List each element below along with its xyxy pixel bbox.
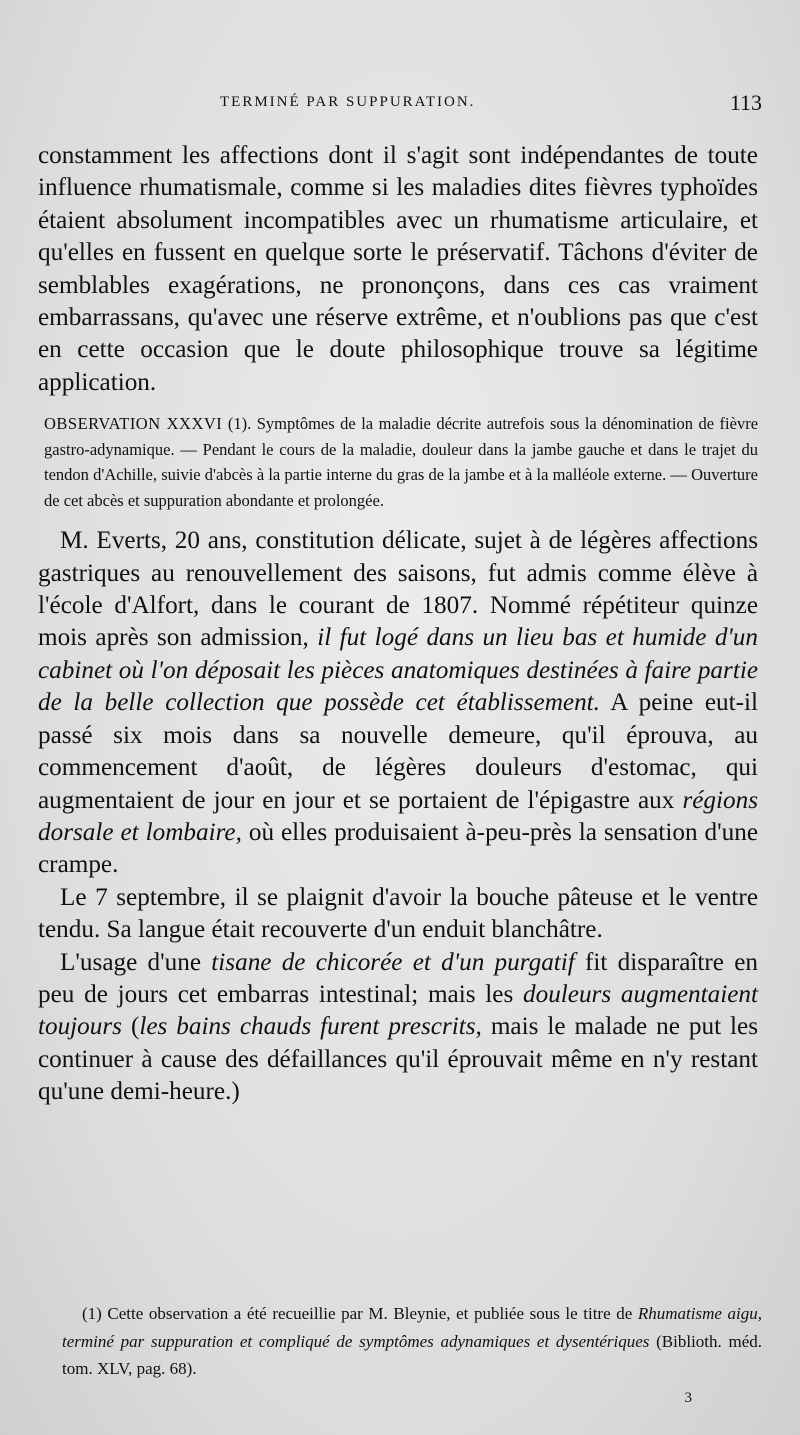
treatment-text-3: mais le malade ne put les continuer à cause des défaillances qu'il éprouvait même en n'y restant qu'une demi-heure.) — [38, 1013, 759, 1106]
paragraph-intro: constamment les affections dont il s'agit sont indépendantes de toute influence rhumatismale, comme si les maladies dites fièvres typhoïdes étaient absolument incompatibles avec un rhumatisme articulaire, et qu'elles en fussent en quelque sorte le préservatif. Tâchons d'éviter de semblables exagérations, ne prononçons, dans ces cas vraiment embarrassans, qu'avec une réserve extrême, et n'oublions pas que c'est en cette occasion que le doute philosophique trouve sa légitime application. — [38, 142, 758, 396]
case-text-2: A peine eut-il passé six mois dans sa nouvelle demeure, qu'il éprouva, au commencement d'août, de légères douleurs d'estomac, qui augmentaient de jour en jour et se portaient de l'épigastre aux — [38, 689, 758, 814]
footnote-title: Rhumatisme aigu, terminé par suppuration et compliqué de symptômes adynamiques et dysentériques — [62, 1304, 762, 1351]
treatment-text-1: L'usage d'une — [60, 948, 202, 976]
page-number: 113 — [729, 90, 762, 115]
footnote-text-1: (1) Cette observation a été recueillie par M. Bleynie, et publiée sous le titre de — [82, 1304, 633, 1323]
case-italic-2: régions dorsale et lombaire, — [38, 786, 759, 846]
observation-text: Symptômes de la maladie décrite autrefois sous la dénomination de fièvre gastro-adynamique. — Pendant le cours de la maladie, douleur dans la jambe gauche et dans le trajet du tendon d'Achille, suivie d'abcès à la partie interne du gras de la jambe et à la malléole externe. — Ouverture de cet abcès et suppuration abondante et prolongée. — [44, 414, 759, 510]
footnote-text-2: (Biblioth. méd. tom. XLV, pag. 68). — [62, 1331, 763, 1378]
treatment-text-2: fit disparaître en peu de jours cet embarras intestinal; mais les — [38, 948, 759, 1008]
page-body — [38, 140, 758, 1109]
case-italic-1: il fut logé dans un lieu bas et humide d'un cabinet où l'on déposait les pièces anatomiques destinées à faire partie de la belle collection que possède cet établissement. — [38, 624, 758, 717]
page-header — [38, 92, 764, 122]
footnote-ref: (1). — [227, 414, 252, 434]
case-text-3: où elles produisaient à-peu-près la sensation d'une crampe. — [38, 818, 758, 879]
paragraph-september: Le 7 septembre, il se plaignit d'avoir la bouche pâteuse et le ventre tendu. Sa langue était recouverte d'un enduit blanchâtre. — [38, 883, 758, 944]
treatment-italic-2: douleurs augmentaient toujours — [38, 980, 759, 1041]
case-text-1: M. Everts, 20 ans, constitution délicate, sujet à de légères affections gastriques au renouvellement des saisons, fut admis comme élève à l'école d'Alfort, dans le courant de 1807. Nommé répétiteur quinze mois après son admission, — [38, 527, 758, 652]
footnote — [62, 1300, 762, 1383]
treatment-paren: ( — [130, 1013, 140, 1041]
treatment-italic-1: tisane de chicorée et d'un purgatif — [211, 948, 575, 976]
paragraph-treatment — [38, 947, 758, 1109]
running-title: TERMINÉ PAR SUPPURATION. — [220, 94, 476, 110]
observation-label: OBSERVATION XXXVI — [44, 414, 223, 434]
paragraph-case — [38, 525, 758, 881]
treatment-italic-3: les bains chauds furent prescrits, — [139, 1013, 482, 1041]
observation-summary — [44, 411, 758, 513]
signature-mark: 3 — [684, 1390, 692, 1406]
